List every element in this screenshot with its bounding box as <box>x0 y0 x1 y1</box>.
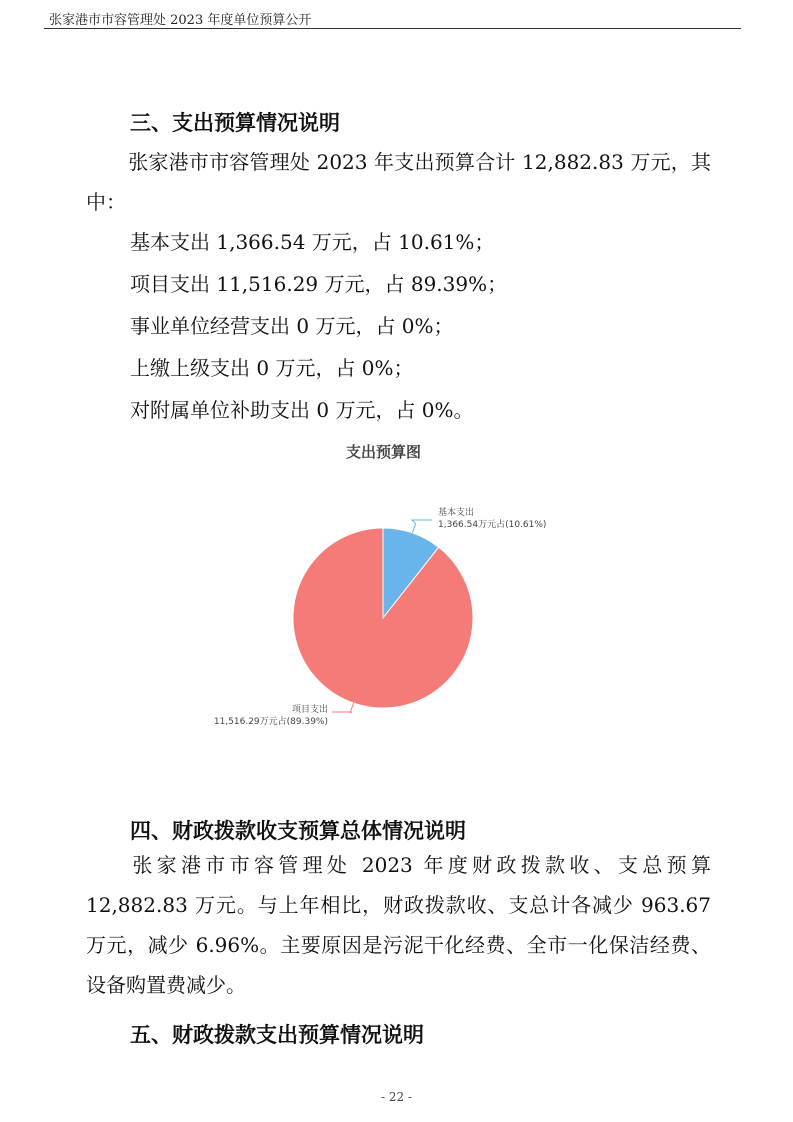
expense-item-basic: 基本支出 1,366.54 万元，占 10.61%； <box>130 230 495 254</box>
header-title: 张家港市市容管理处 2023 年度单位预算公开 <box>49 13 312 28</box>
pie-label-value: 1,366.54万元占(10.61%) <box>438 520 547 530</box>
section4-heading: 四、财政拨款收支预算总体情况说明 <box>130 819 466 843</box>
section3-intro-text: 张家港市市容管理处 2023 年支出预算合计 12,882.83 万元，其中： <box>86 150 711 214</box>
pie-label-name: 项目支出 <box>291 705 328 715</box>
pie-leader-line <box>332 703 354 712</box>
expense-item-remit: 上缴上级支出 0 万元，占 0%； <box>130 356 414 380</box>
section5-heading: 五、财政拨款支出预算情况说明 <box>130 1023 424 1047</box>
page-number: - 22 - <box>380 1090 412 1104</box>
section4-body <box>86 845 711 1005</box>
chart-title: 支出预算图 <box>345 443 421 461</box>
section4-body-text: 张家港市市容管理处 2023 年度财政拨款收、支总预算 12,882.83 万元。与上年相比，财政拨款收、支总计各减少 963.67 万元，减少 6.96%。主要原因是污泥干化经费、全市一化保洁经费、设备购置费减少。 <box>86 853 711 997</box>
expense-item-operating: 事业单位经营支出 0 万元，占 0%； <box>130 314 454 338</box>
expense-item-project: 项目支出 11,516.29 万元，占 89.39%； <box>130 272 508 296</box>
pie-label-name: 基本支出 <box>438 508 475 518</box>
pie-label-value: 11,516.29万元占(89.39%) <box>213 717 328 727</box>
pie-slice-project <box>293 528 473 708</box>
section3-heading: 三、支出预算情况说明 <box>130 111 340 135</box>
expense-item-subsidy: 对附属单位补助支出 0 万元，占 0%。 <box>130 398 474 422</box>
pie-leader-line <box>412 520 432 533</box>
